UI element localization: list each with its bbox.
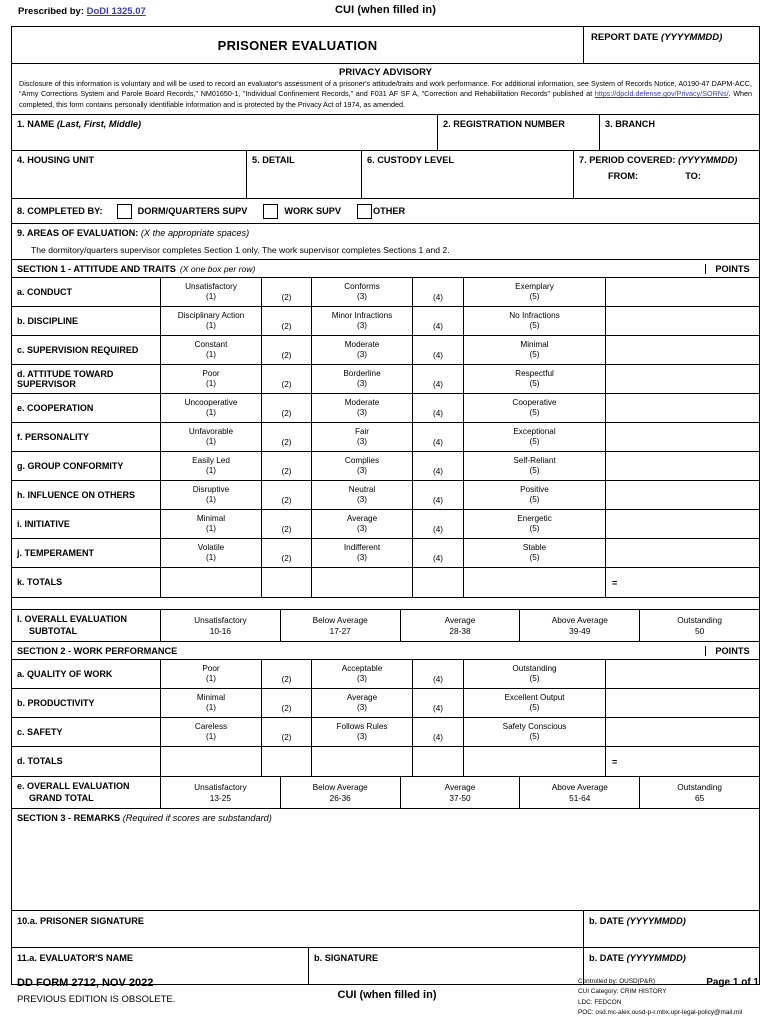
section2-title: SECTION 2 - WORK PERFORMANCE <box>17 645 178 656</box>
section2-row-1-option-2[interactable]: (2) <box>262 689 312 717</box>
prisoner-date-label: b. DATE <box>589 916 625 927</box>
section1-row-0-option-3[interactable]: Conforms (3) <box>312 278 413 306</box>
section1-row-1-option-3[interactable]: Minor Infractions (3) <box>312 307 413 335</box>
section1-subtotal-label-line2: SUBTOTAL <box>29 626 78 636</box>
section1-row-1-option-1[interactable]: Disciplinary Action (1) <box>161 307 262 335</box>
report-date-format: (YYYYMMDD) <box>661 32 723 43</box>
section2-totals-c2[interactable] <box>262 747 312 776</box>
section1-hint: (X one box per row) <box>179 263 256 274</box>
table-row <box>12 660 759 689</box>
section1-row-8-option-2[interactable]: (2) <box>262 510 312 538</box>
section1-row-3-points[interactable] <box>606 365 658 393</box>
section1-row-1-points[interactable] <box>606 307 658 335</box>
section2-rows <box>12 660 759 747</box>
period-covered-field[interactable] <box>574 151 759 198</box>
evaluator-signature-field[interactable]: b. SIGNATURE <box>309 948 584 984</box>
section1-row-5-option-2[interactable]: (2) <box>262 423 312 451</box>
section3-title: SECTION 3 - REMARKS <box>17 813 121 824</box>
table-row <box>12 452 759 481</box>
section1-subtotal-band-3[interactable]: Above Average 39-49 <box>520 610 640 641</box>
section2-grandtotal-band-0[interactable]: Unsatisfactory 13-25 <box>161 777 281 808</box>
section1-row-6-option-5[interactable]: Self-Reliant (5) <box>464 452 606 480</box>
section1-row-7-option-1[interactable]: Disruptive (1) <box>161 481 262 509</box>
section1-totals-label: k. TOTALS <box>12 568 161 597</box>
section1-totals-row <box>12 568 759 598</box>
areas-hint: (X the appropriate spaces) <box>140 228 250 239</box>
detail-field[interactable]: 5. DETAIL <box>247 151 362 198</box>
form-identifier: DD FORM 2712, NOV 2022 <box>17 977 154 989</box>
section1-row-7-option-3[interactable]: Neutral (3) <box>312 481 413 509</box>
section1-rows <box>12 278 759 568</box>
cui-banner-bottom: CUI (when filled in) <box>337 989 437 1001</box>
prisoner-date-field[interactable] <box>584 911 759 947</box>
section1-row-0-option-1[interactable]: Unsatisfactory (1) <box>161 278 262 306</box>
section1-row-7-label: h. INFLUENCE ON OTHERS <box>12 481 161 509</box>
section1-row-7-option-5[interactable]: Positive (5) <box>464 481 606 509</box>
prisoner-signature-row <box>12 911 759 948</box>
section2-row-1-option-3[interactable]: Average (3) <box>312 689 413 717</box>
section1-row-6-label: g. GROUP CONFORMITY <box>12 452 161 480</box>
section1-row-3-option-5[interactable]: Respectful (5) <box>464 365 606 393</box>
section1-row-4-option-4[interactable]: (4) <box>413 394 464 422</box>
table-row <box>12 510 759 539</box>
section2-grandtotal-band-3[interactable]: Above Average 51-64 <box>520 777 640 808</box>
section1-row-5-option-3[interactable]: Fair (3) <box>312 423 413 451</box>
section2-totals-equals: = <box>612 756 618 767</box>
section1-row-0-option-4[interactable]: (4) <box>413 278 464 306</box>
section1-row-4-option-5[interactable]: Cooperative (5) <box>464 394 606 422</box>
period-covered-header <box>574 151 759 167</box>
section1-subtotal-band-2[interactable]: Average 28-38 <box>401 610 521 641</box>
top-strip <box>0 0 771 26</box>
section1-row-3-option-1[interactable]: Poor (1) <box>161 365 262 393</box>
privacy-advisory <box>12 64 759 115</box>
section1-row-6-option-1[interactable]: Easily Led (1) <box>161 452 262 480</box>
name-label: 1. NAME <box>17 119 55 130</box>
section1-row-1-label: b. DISCIPLINE <box>12 307 161 335</box>
section1-subtotal-row <box>12 610 759 642</box>
poc: POC: osd.mc-alex.ousd-p-r.mbx.upr-legal-policy@mail.mil <box>578 1009 743 1017</box>
privacy-text-after: . When completed, this form contains personally identifiable information and is protected by the Privacy Act of 1974, as amended. <box>19 89 752 109</box>
section2-row-0-option-3[interactable]: Acceptable (3) <box>312 660 413 688</box>
report-date-field[interactable] <box>584 27 759 63</box>
section2-grandtotal-band-4[interactable]: Outstanding 65 <box>677 782 722 803</box>
section1-row-0-option-5[interactable]: Exemplary (5) <box>464 278 606 306</box>
section1-totals-c4[interactable] <box>413 568 464 597</box>
cui-category: CUI Category: CRIM HISTORY <box>578 988 667 996</box>
checkbox-dorm-quarters-supv[interactable] <box>117 204 132 219</box>
section2-row-2-points[interactable] <box>606 718 658 746</box>
section2-totals-c3[interactable] <box>312 747 413 776</box>
section1-row-7-option-2[interactable]: (2) <box>262 481 312 509</box>
section1-row-5-option-4[interactable]: (4) <box>413 423 464 451</box>
sorns-link[interactable]: https://dpcld.defense.gov/Privacy/SORNs/ <box>594 89 729 99</box>
evaluator-name-field[interactable]: 11.a. EVALUATOR'S NAME <box>12 948 309 984</box>
section1-row-2-option-4[interactable]: (4) <box>413 336 464 364</box>
section2-totals-c4[interactable] <box>413 747 464 776</box>
section2-grandtotal-bands <box>161 777 759 808</box>
section2-row-2-option-2[interactable]: (2) <box>262 718 312 746</box>
section2-row-2-label: c. SAFETY <box>12 718 161 746</box>
privacy-text <box>19 79 752 110</box>
period-covered-format: (YYYYMMDD) <box>678 155 738 166</box>
section1-totals-c3[interactable] <box>312 568 413 597</box>
privacy-title: PRIVACY ADVISORY <box>339 67 432 78</box>
section2-row-1-option-1[interactable]: Minimal (1) <box>161 689 262 717</box>
section2-row-0-option-4[interactable]: (4) <box>413 660 464 688</box>
section2-header <box>12 642 759 660</box>
section1-spacer <box>12 598 759 610</box>
section1-row-9-option-3[interactable]: Indifferent (3) <box>312 539 413 567</box>
section1-subtotal-label <box>12 610 161 641</box>
custody-level-field[interactable]: 6. CUSTODY LEVEL <box>362 151 574 198</box>
table-row <box>12 336 759 365</box>
section1-subtotal-band-1[interactable]: Below Average 17-27 <box>281 610 401 641</box>
section2-row-2-option-5[interactable]: Safety Conscious (5) <box>464 718 606 746</box>
section1-subtotal-label-line1: l. OVERALL EVALUATION <box>17 614 128 625</box>
section2-grandtotal-band-2[interactable]: Average 37-50 <box>401 777 521 808</box>
section2-row-0-option-5[interactable]: Outstanding (5) <box>464 660 606 688</box>
section1-row-7-points[interactable] <box>606 481 658 509</box>
section2-row-1-label: b. PRODUCTIVITY <box>12 689 161 717</box>
section3-hint: (Required if scores are substandard) <box>122 813 272 824</box>
section1-row-6-option-2[interactable]: (2) <box>262 452 312 480</box>
completed-by-group <box>12 199 759 223</box>
section1-totals-c1[interactable] <box>161 568 262 597</box>
identity-row <box>12 115 759 151</box>
section1-row-8-label: i. INITIATIVE <box>12 510 161 538</box>
section2-row-2-option-4[interactable]: (4) <box>413 718 464 746</box>
section1-row-5-option-5[interactable]: Exceptional (5) <box>464 423 606 451</box>
ldc: LDC: FEDCON <box>578 998 622 1006</box>
section1-row-5-points[interactable] <box>606 423 658 451</box>
section1-row-0-points[interactable] <box>606 278 658 306</box>
checkbox-label-work-supv: WORK SUPV <box>284 206 342 217</box>
section1-totals-c2[interactable] <box>262 568 312 597</box>
dodi-link[interactable]: DoDI 1325.07 <box>86 6 146 17</box>
section1-row-9-option-4[interactable]: (4) <box>413 539 464 567</box>
section1-row-3-label: d. ATTITUDE TOWARD SUPERVISOR <box>12 365 161 393</box>
table-row <box>12 365 759 394</box>
table-row <box>12 539 759 568</box>
section1-row-4-option-3[interactable]: Moderate (3) <box>312 394 413 422</box>
prisoner-signature-field[interactable]: 10.a. PRISONER SIGNATURE <box>12 911 584 947</box>
housing-unit-field[interactable]: 4. HOUSING UNIT <box>12 151 247 198</box>
previous-edition-note: PREVIOUS EDITION IS OBSOLETE. <box>17 994 176 1005</box>
section1-header <box>12 260 759 278</box>
section1-row-6-option-4[interactable]: (4) <box>413 452 464 480</box>
section1-subtotal-band-0[interactable]: Unsatisfactory 10-16 <box>161 610 281 641</box>
name-field[interactable] <box>12 115 438 150</box>
name-hint: (Last, First, Middle) <box>56 119 142 130</box>
section1-title: SECTION 1 - ATTITUDE AND TRAITS <box>17 263 176 274</box>
section2-title-wrap <box>12 646 706 656</box>
section2-totals-c5[interactable] <box>464 747 606 776</box>
section1-row-9-option-5[interactable]: Stable (5) <box>464 539 606 567</box>
section1-row-4-option-2[interactable]: (2) <box>262 394 312 422</box>
section1-totals-c5[interactable] <box>464 568 606 597</box>
section1-subtotal-band-4[interactable]: Outstanding 50 <box>677 615 722 636</box>
section1-row-8-option-1[interactable]: Minimal (1) <box>161 510 262 538</box>
section2-row-1-option-4[interactable]: (4) <box>413 689 464 717</box>
section2-row-0-option-1[interactable]: Poor (1) <box>161 660 262 688</box>
period-from-label: FROM: <box>608 170 639 181</box>
privacy-text-before: Disclosure of this information is voluntary and will be used to record an evaluator's assessment of a prisoner's attitude/traits and work performance. For additional information, see System of Records Notice, A0190-47 DAPM-ACC, "Army Corrections System and Parole Board Records," NM01650-1, "Individual Confinement Records," and F031 AF SF A, "Correction and Rehabilitation Records" published at <box>19 79 752 99</box>
section2-grandtotal-row <box>12 777 759 809</box>
table-row <box>12 423 759 452</box>
section2-points-header: POINTS <box>715 645 750 656</box>
period-to-label: TO: <box>685 170 701 181</box>
prescribed-by-label: Prescribed by: <box>18 6 84 17</box>
section1-row-3-option-3[interactable]: Borderline (3) <box>312 365 413 393</box>
evaluator-date-format: (YYYYMMDD) <box>626 953 686 964</box>
section1-row-2-option-1[interactable]: Constant (1) <box>161 336 262 364</box>
controlled-by: Controlled by: OUSD(P&R) <box>578 978 656 985</box>
section3-remarks[interactable] <box>12 809 759 911</box>
section1-points-header: POINTS <box>715 263 750 274</box>
section1-row-4-option-1[interactable]: Uncooperative (1) <box>161 394 262 422</box>
completed-by-row <box>12 199 759 224</box>
section1-totals-equals: = <box>612 577 618 588</box>
section1-row-8-option-4[interactable]: (4) <box>413 510 464 538</box>
section1-row-0-label: a. CONDUCT <box>12 278 161 306</box>
section1-row-3-option-4[interactable]: (4) <box>413 365 464 393</box>
completed-by-label: 8. COMPLETED BY: <box>17 206 103 217</box>
areas-label: 9. AREAS OF EVALUATION: <box>17 228 139 239</box>
checkbox-label-other: OTHER <box>373 206 406 217</box>
section1-row-6-option-3[interactable]: Complies (3) <box>312 452 413 480</box>
section1-row-9-option-2[interactable]: (2) <box>262 539 312 567</box>
section2-row-0-points[interactable] <box>606 660 658 688</box>
period-covered-range <box>574 167 759 181</box>
section1-row-9-points[interactable] <box>606 539 658 567</box>
page-number: Page 1 of 1 <box>706 977 759 988</box>
section1-row-9-option-1[interactable]: Volatile (1) <box>161 539 262 567</box>
areas-header <box>17 228 754 238</box>
checkbox-other[interactable] <box>357 204 372 219</box>
section2-row-0-option-2[interactable]: (2) <box>262 660 312 688</box>
assignment-row <box>12 151 759 199</box>
section1-row-1-option-4[interactable]: (4) <box>413 307 464 335</box>
section1-subtotal-bands <box>161 610 759 641</box>
section1-row-2-option-2[interactable]: (2) <box>262 336 312 364</box>
table-row <box>12 718 759 747</box>
page-footer <box>11 975 763 1024</box>
section1-row-7-option-4[interactable]: (4) <box>413 481 464 509</box>
section2-row-1-option-5[interactable]: Excellent Output (5) <box>464 689 606 717</box>
period-covered-label: 7. PERIOD COVERED: <box>579 155 676 166</box>
table-row <box>12 689 759 718</box>
section2-row-0-label: a. QUALITY OF WORK <box>12 660 161 688</box>
section1-row-8-option-3[interactable]: Average (3) <box>312 510 413 538</box>
evaluator-date-label: b. DATE <box>589 953 625 964</box>
section2-totals-row <box>12 747 759 777</box>
registration-number-field[interactable]: 2. REGISTRATION NUMBER <box>438 115 600 150</box>
checkbox-work-supv[interactable] <box>263 204 278 219</box>
section1-row-2-label: c. SUPERVISION REQUIRED <box>12 336 161 364</box>
section1-row-8-option-5[interactable]: Energetic (5) <box>464 510 606 538</box>
section1-row-0-option-2[interactable]: (2) <box>262 278 312 306</box>
table-row <box>12 481 759 510</box>
cui-banner-top: CUI (when filled in) <box>335 4 436 16</box>
form-body <box>11 26 760 985</box>
section2-grandtotal-label-line1: e. OVERALL EVALUATION <box>17 781 130 792</box>
section2-grandtotal-label <box>12 777 161 808</box>
table-row <box>12 394 759 423</box>
section1-title-wrap <box>12 264 706 274</box>
section1-row-4-label: e. COOPERATION <box>12 394 161 422</box>
section1-row-5-label: f. PERSONALITY <box>12 423 161 451</box>
table-row <box>12 307 759 336</box>
areas-of-evaluation <box>12 224 759 260</box>
section1-row-5-option-1[interactable]: Unfavorable (1) <box>161 423 262 451</box>
section1-row-3-option-2[interactable]: (2) <box>262 365 312 393</box>
section1-row-2-option-3[interactable]: Moderate (3) <box>312 336 413 364</box>
section2-row-2-option-3[interactable]: Follows Rules (3) <box>312 718 413 746</box>
form-title: PRISONER EVALUATION <box>12 27 584 63</box>
section1-row-2-option-5[interactable]: Minimal (5) <box>464 336 606 364</box>
section1-row-4-points[interactable] <box>606 394 658 422</box>
section2-grandtotal-band-1[interactable]: Below Average 26-36 <box>281 777 401 808</box>
section2-row-1-points[interactable] <box>606 689 658 717</box>
table-row <box>12 278 759 307</box>
section1-row-1-option-5[interactable]: No Infractions (5) <box>464 307 606 335</box>
section2-totals-label: d. TOTALS <box>12 747 161 776</box>
areas-instruction: The dormitory/quarters supervisor completes Section 1 only. The work supervisor completes Sections 1 and 2. <box>31 245 450 256</box>
section2-totals-c1[interactable] <box>161 747 262 776</box>
checkbox-label-dorm-quarters-supv: DORM/QUARTERS SUPV <box>137 206 248 217</box>
section2-row-2-option-1[interactable]: Careless (1) <box>161 718 262 746</box>
prisoner-date-format: (YYYYMMDD) <box>626 916 686 927</box>
section1-row-1-option-2[interactable]: (2) <box>262 307 312 335</box>
section1-row-2-points[interactable] <box>606 336 658 364</box>
section1-row-6-points[interactable] <box>606 452 658 480</box>
section1-row-8-points[interactable] <box>606 510 658 538</box>
section1-row-9-label: j. TEMPERAMENT <box>12 539 161 567</box>
branch-field[interactable]: 3. BRANCH <box>605 119 656 130</box>
title-band <box>12 27 759 64</box>
section2-grandtotal-label-line2: GRAND TOTAL <box>29 793 94 803</box>
report-date-label: REPORT DATE <box>591 32 659 43</box>
